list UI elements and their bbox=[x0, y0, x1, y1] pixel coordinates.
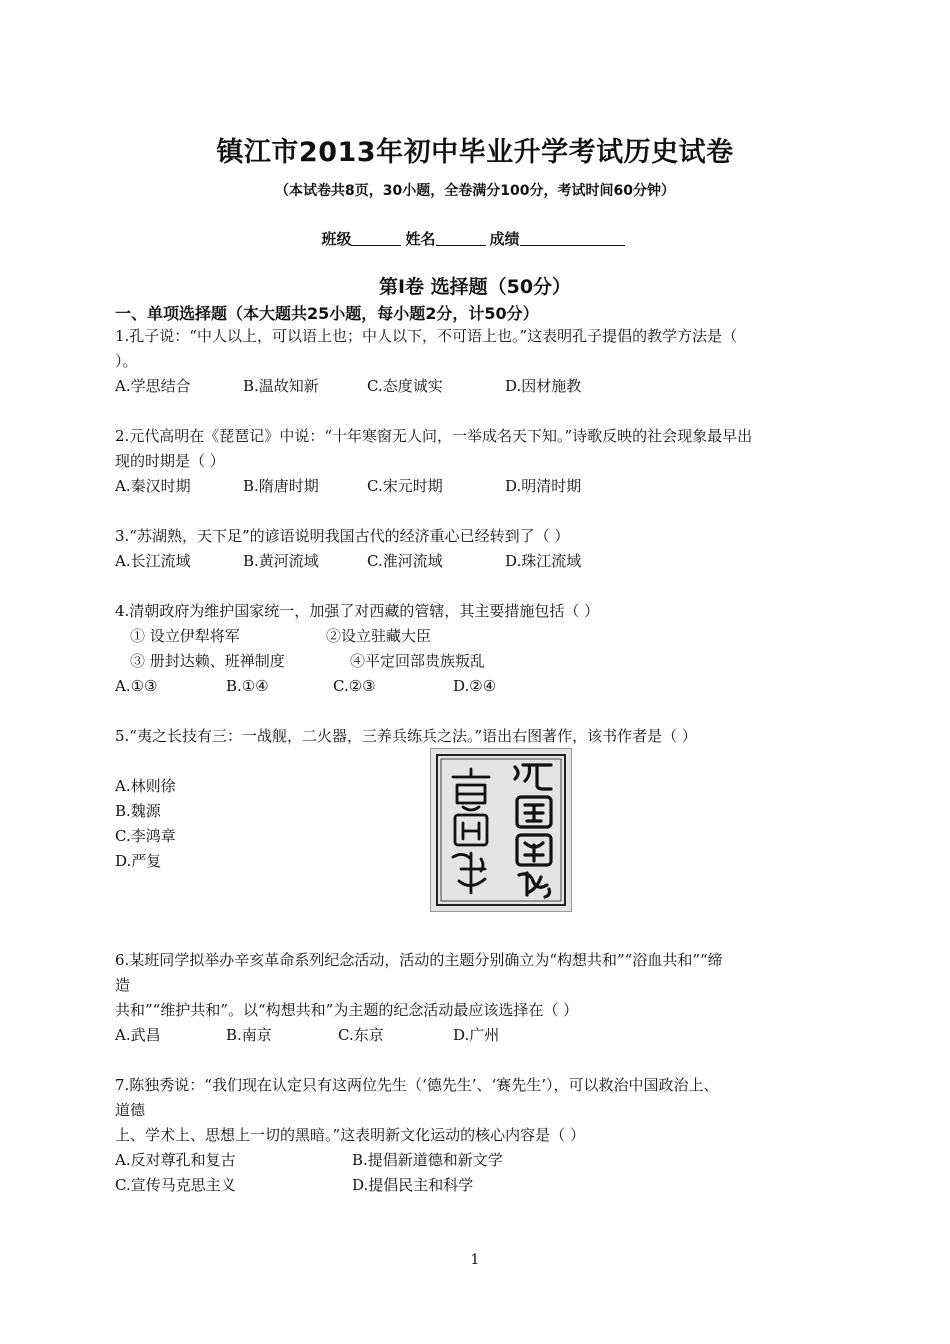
q7-option-b: B.提倡新道德和新文学 bbox=[352, 1151, 503, 1169]
q5-option-d: D.严复 bbox=[115, 852, 162, 870]
q1-stem-line-1: 1.孔子说：“中人以上，可以语上也；中人以下，不可语上也。”这表明孔子提倡的教学方法是（ bbox=[115, 327, 738, 345]
q2-option-d: D.明清时期 bbox=[505, 477, 582, 495]
q7-option-a: A.反对尊孔和复古 bbox=[115, 1151, 236, 1169]
section-title: 第Ⅰ卷 选择题（50分） bbox=[378, 276, 572, 298]
class-blank[interactable] bbox=[351, 231, 401, 246]
q1-option-b: B.温故知新 bbox=[243, 377, 319, 395]
exam-subtitle: （本试卷共8页，30小题，全卷满分100分，考试时间60分钟） bbox=[275, 183, 675, 199]
q6-option-a: A.武昌 bbox=[115, 1026, 161, 1044]
q4-statement-2: ②设立驻藏大臣 bbox=[326, 627, 432, 645]
q5-option-b: B.魏源 bbox=[115, 802, 161, 820]
q2-option-b: B.隋唐时期 bbox=[243, 477, 319, 495]
q1-option-a: A.学思结合 bbox=[115, 377, 191, 395]
q6-stem-line-2: 造 bbox=[115, 976, 131, 994]
page-number: 1 bbox=[470, 1252, 480, 1268]
exam-title: 镇江市2013年初中毕业升学考试历史试卷 bbox=[216, 137, 734, 168]
q3-option-a: A.长江流域 bbox=[115, 552, 191, 570]
name-blank[interactable] bbox=[436, 231, 486, 246]
q7-option-d: D.提倡民主和科学 bbox=[352, 1176, 474, 1194]
q1-option-d: D.因材施教 bbox=[505, 377, 582, 395]
q6-stem-line-3: 共和”“维护共和”。以“构想共和”为主题的纪念活动最应该选择在（ ） bbox=[115, 1001, 579, 1019]
q7-stem-line-2: 道德 bbox=[115, 1101, 146, 1119]
q5-option-c: C.李鸿章 bbox=[115, 827, 176, 845]
q5-stem-line-1: 5.“夷之长技有三：一战舰，二火器，三养兵练兵之法。”语出右图著作，该书作者是（ ） bbox=[115, 727, 697, 745]
q6-option-c: C.东京 bbox=[338, 1026, 384, 1044]
q6-option-d: D.广州 bbox=[453, 1026, 500, 1044]
q4-option-d: D.②④ bbox=[453, 677, 497, 695]
name-label: 姓名 bbox=[405, 230, 436, 248]
book-cover-seal-script-illustration bbox=[431, 749, 571, 911]
q4-stem-line-1: 4.清朝政府为维护国家统一，加强了对西藏的管辖，其主要措施包括（ ） bbox=[115, 602, 600, 620]
q1-stem-line-2: ）。 bbox=[115, 352, 138, 370]
q5-option-a: A.林则徐 bbox=[115, 777, 176, 795]
q7-stem-line-1: 7.陈独秀说：“我们现在认定只有这两位先生（‘德先生’、‘赛先生’），可以救治中国政治上、 bbox=[115, 1076, 719, 1094]
q3-stem-line-1: 3.“苏湖熟，天下足”的谚语说明我国古代的经济重心已经转到了（ ） bbox=[115, 527, 570, 545]
q4-statement-3: ③ 册封达赖、班禅制度 bbox=[130, 652, 285, 670]
class-label: 班级 bbox=[321, 230, 352, 248]
q4-option-c: C.②③ bbox=[333, 677, 376, 695]
score-blank[interactable] bbox=[520, 231, 625, 246]
q4-option-b: B.①④ bbox=[226, 677, 269, 695]
score-label: 成绩 bbox=[489, 230, 520, 248]
q1-option-c: C.态度诚实 bbox=[367, 377, 443, 395]
q6-option-b: B.南京 bbox=[226, 1026, 272, 1044]
q2-stem-line-2: 现的时期是（ ） bbox=[115, 452, 225, 470]
part-title: 一、单项选择题（本大题共25小题，每小题2分，计50分） bbox=[115, 304, 539, 323]
q2-option-c: C.宋元时期 bbox=[367, 477, 443, 495]
q4-statement-1: ① 设立伊犁将军 bbox=[130, 627, 240, 645]
q3-option-d: D.珠江流域 bbox=[505, 552, 582, 570]
q2-stem-line-1: 2.元代高明在《琵琶记》中说：“十年寒窗无人问，一举成名天下知。”诗歌反映的社会现象最早出 bbox=[115, 427, 753, 445]
q2-option-a: A.秦汉时期 bbox=[115, 477, 191, 495]
q4-option-a: A.①③ bbox=[115, 677, 158, 695]
q3-option-b: B.黄河流域 bbox=[243, 552, 319, 570]
student-info-line bbox=[0, 228, 950, 249]
q7-stem-line-3: 上、学术上、思想上一切的黑暗。”这表明新文化运动的核心内容是（ ） bbox=[115, 1126, 585, 1144]
q6-stem-line-1: 6.某班同学拟举办辛亥革命系列纪念活动，活动的主题分别确立为“构想共和”“浴血共和”“缔 bbox=[115, 951, 723, 969]
q7-option-c: C.宣传马克思主义 bbox=[115, 1176, 236, 1194]
q4-statement-4: ④平定回部贵族叛乱 bbox=[350, 652, 486, 670]
book-cover-image bbox=[430, 748, 572, 912]
q3-option-c: C.淮河流域 bbox=[367, 552, 443, 570]
